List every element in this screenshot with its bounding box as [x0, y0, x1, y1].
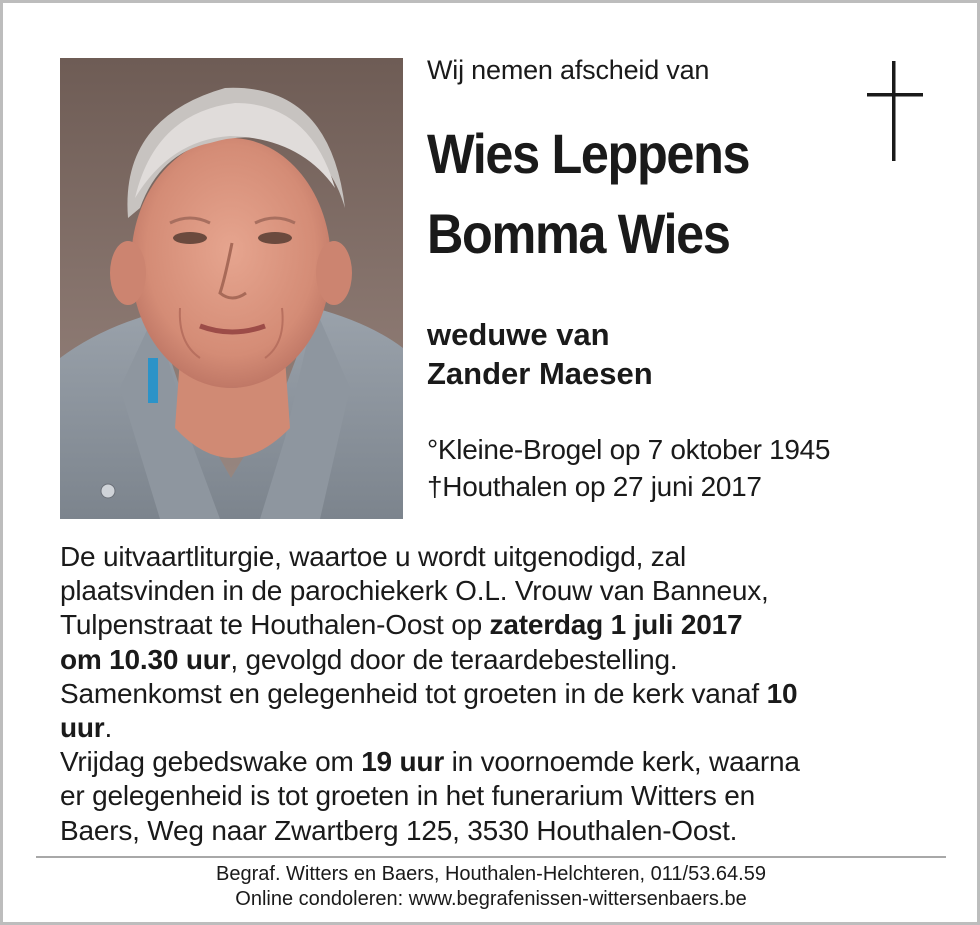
body-line [60, 608, 920, 642]
portrait-photo [60, 58, 403, 519]
body-line [60, 711, 920, 745]
body-text-part: Samenkomst en gelegenheid tot groeten in de kerk vanaf [60, 677, 767, 709]
spouse-name: Zander Maesen [427, 356, 653, 391]
intro-text: Wij nemen afscheid van [427, 55, 710, 85]
funeral-date: zaterdag 1 juli 2017 [489, 609, 743, 641]
body-line: plaatsvinden in de parochiekerk O.L. Vrouw van Banneux, [60, 575, 769, 607]
deceased-name: Wies Leppens [427, 122, 750, 185]
gathering-time-unit: uur [60, 712, 105, 744]
body-text-part: Vrijdag gebedswake om [60, 746, 362, 778]
death-line: †Houthalen op 27 juni 2017 [427, 471, 762, 502]
body-text-part: . [104, 712, 113, 744]
cross-icon [867, 61, 923, 161]
body-line: De uitvaartliturgie, waartoe u wordt uitgenodigd, zal [60, 541, 686, 572]
divider [36, 856, 946, 858]
deceased-nickname: Bomma Wies [427, 202, 730, 265]
body-line: er gelegenheid is tot groeten in het funerarium Witters en [60, 780, 756, 812]
funeral-time: om 10.30 uur [60, 643, 231, 675]
widow-label: weduwe van [427, 317, 610, 352]
body-text-part: in voornoemde kerk, waarna [444, 746, 800, 778]
birth-line: °Kleine-Brogel op 7 oktober 1945 [427, 434, 831, 465]
body-text-part: , gevolgd door de teraardebestelling. [230, 643, 678, 675]
body-line [60, 745, 920, 779]
funeral-details [60, 540, 920, 848]
body-line [60, 643, 920, 677]
body-line: Baers, Weg naar Zwartberg 125, 3530 Houthalen-Oost. [60, 814, 738, 846]
body-text-part: Tulpenstraat te Houthalen-Oost op [60, 609, 490, 641]
funeral-home-contact: Begraf. Witters en Baers, Houthalen-Helchteren, 011/53.64.59 [216, 863, 766, 885]
body-line [60, 677, 920, 711]
gathering-time: 10 [766, 677, 798, 709]
vigil-time: 19 uur [361, 746, 445, 778]
condolence-website: Online condoleren: www.begrafenissen-wittersenbaers.be [235, 888, 747, 910]
